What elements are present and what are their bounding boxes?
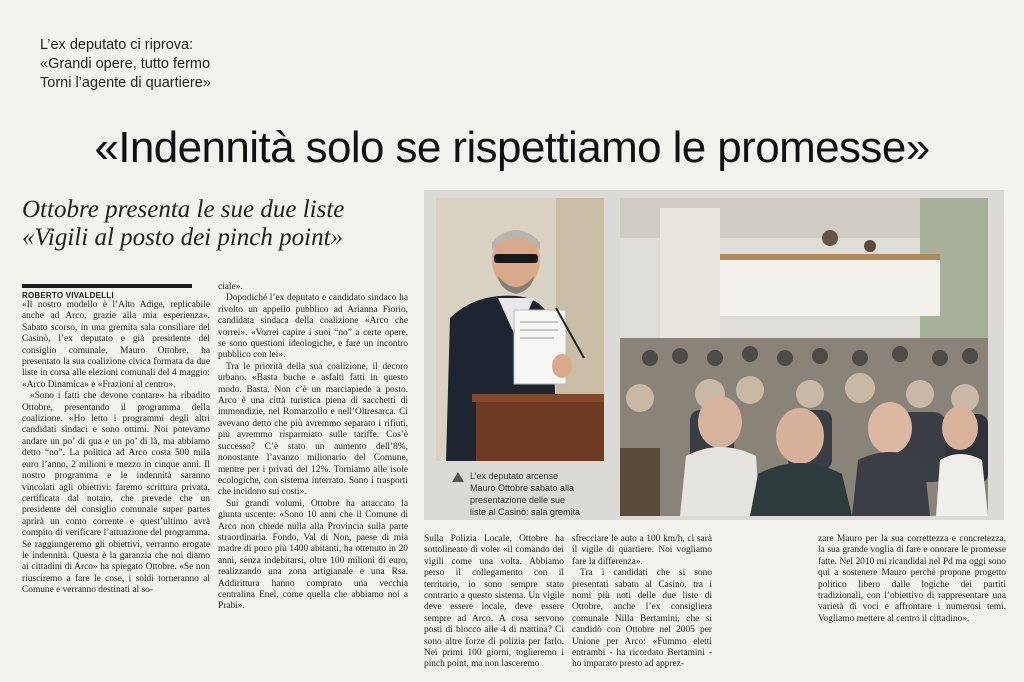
- article-column-2: [218, 282, 408, 675]
- caption-line: liste al Casinò: sala gremita: [470, 507, 581, 517]
- kicker-line: Torni l’agente di quartiere»: [40, 75, 211, 91]
- paragraph: Tra i candidati che si sono presentati sabato al Casinò, tra i nomi più noti delle due liste di Ottobre, anche l’ex consigliera comunale Nilla Bertamini, che si candidò con Ottobre nel 2005 per Unione per Arco: «Fummo eletti entrambi - ha ricordato Bertamini - ho imparato presto ad apprez-: [572, 568, 712, 670]
- caption-line: L’ex deputato arcense: [470, 471, 559, 481]
- kicker-line: «Grandi opere, tutto fermo: [40, 56, 211, 72]
- caption-line: Mauro Ottobre sabato alla: [470, 483, 575, 493]
- audience-illustration: [620, 198, 988, 516]
- subhead-line: Ottobre presenta le sue due liste: [22, 196, 345, 223]
- paragraph: «Sono i fatti che devono contare» ha ribadito Ottobre, presentando il programma della coalizione. «Ho letto i programmi degli altri candidati sindaci e sono ottimi. Noi potevamo andare un po’ di qua e un po’ di là, ma abbiamo detto “no”. La politica ad Arco costa 500 mila euro l’anno, 2 milioni e mezzo in cinque anni. Il nostro programma e le indennità saranno vincolati agli obiettivi: faremo scrittura privata, certificata dal notaio, che prevede che un presidente del consiglio comunale super partes aprirà un conto corrente e quest’ultimo avrà compito di verificare l’attuazione del programma. Se raggiungeremo gli obiettivi, verranno erogate le indennità. Questa è la garanzia che noi diamo ai cittadini di Arco» ha spiegato Ottobre. «Se non riusciremo a fare le cose, i soldi torneranno al Comune e verranno destinati al so-: [22, 391, 210, 596]
- caption-arrow-icon: [452, 472, 464, 482]
- paragraph: zare Mauro per la sua correttezza e concretezza, la sua grande voglia di fare e onorare le promesse fatte. Nel 2010 mi ricandidai nel Pd ma oggi sono qui a sostenere Mauro perché propone progetto politico libero dalle logiche dei partiti tradizionali, con l’obiettivo di rappresentare una varietà di voci e affrontare i numerosi temi. Vogliamo mettere al centro il cittadino».: [818, 534, 1006, 624]
- subheadline: [22, 196, 422, 252]
- kicker: [40, 36, 370, 93]
- article-column-5: [818, 534, 1006, 675]
- caption-line: presentazione delle sue: [470, 495, 566, 505]
- paragraph: Tra le priorità della sua coalizione, il decoro urbano. «Basta buche e asfalti fatti in questo modo. Basta. Non c’è un marciapiede a posto. Arco è una città turistica piena di sacchetti di immondizie, nel Romarzollo e nell’Oltresarca. Ci avevano detto che più avremmo separato i rifiuti, più avremmo risparmiato sulle tariffe. Cos’è successo? C’è stato un aumento dell’8%, nonostante l’avanzo milionario del Comune, mentre per i privati del 12%. Torniamo alle isole ecologiche, con sistema interrato. Sono i trasporti che incidono sui costi».: [218, 361, 408, 498]
- paragraph: Sulla Polizia Locale, Ottobre ha sottolineato di voler «il comando dei vigili come una volta. Abbiamo perso il collegamento con il territorio, io sono sempre stato contrario a questo sistema. Un vigile deve essere locale, deve essere sempre ad Arco. A cosa servono posti di blocco alle 4 di mattina? Ci sono altre forze di polizia per farlo. Nei primi 100 giorni, toglieremo i pinch point, ma non lasceremo: [424, 534, 564, 670]
- article-column-4: [572, 534, 712, 675]
- paragraph: Sui grandi volumi, Ottobre ha attaccato la giunta uscente: «Sono 10 anni che il Comune di Arco non chiede nulla alla Provincia sulla parte straordinaria. Fondo, Val di Non, paese di mia madre di poco più 1400 abitanti, ha ottenuto in 20 anni, senza indebitarsi, oltre 100 milioni di euro, realizzando una zona artigianale e una Rsa. Addirittura hanno comprato una vecchia centralina Enel, come quella che abbiamo noi a Prabi».: [218, 498, 408, 612]
- paragraph: ciale».: [218, 282, 243, 292]
- audience-photo: [620, 198, 988, 516]
- subhead-line: «Vigili al posto dei pinch point»: [22, 224, 344, 251]
- kicker-line: L’ex deputato ci riprova:: [40, 37, 194, 53]
- article-column-1: [22, 300, 210, 675]
- speaker-illustration: [436, 198, 604, 461]
- speaker-photo: [436, 198, 604, 461]
- paragraph: Dopodiché l’ex deputato e candidato sindaco ha rivolto un appello pubblico ad Arianna Fiorio, candidata sindaca della coalizione «Arco che vorrei». «Vorrei capire i suoi “no” a certe opere, se sono questioni ideologiche, e fare un incontro pubblico con lei».: [218, 293, 408, 361]
- paragraph: «Il nostro modello è l’Alto Adige, replicabile anche ad Arco, grazie alla mia esperienza». Sabato scorso, in una gremita sala consiliare del Casinò, l’ex deputato e già presidente del consiglio comunale, Mauro Ottobre, ha presentato la sua coalizione civica formata da due liste in corsa alle elezioni comunali del 4 maggio: «Arco Dinamica» e «Frazioni al centro».: [22, 300, 210, 390]
- photo-caption: [470, 470, 620, 518]
- paragraph: sfrecciare le auto a 100 km/h, ci sarà il vigile di quartiere. Noi vogliamo fare la differenza».: [572, 534, 712, 567]
- byline: ROBERTO VIVALDELLI: [22, 284, 192, 300]
- headline: «Indennità solo se rispettiamo le promesse»: [94, 123, 930, 172]
- article-column-3: [424, 534, 564, 675]
